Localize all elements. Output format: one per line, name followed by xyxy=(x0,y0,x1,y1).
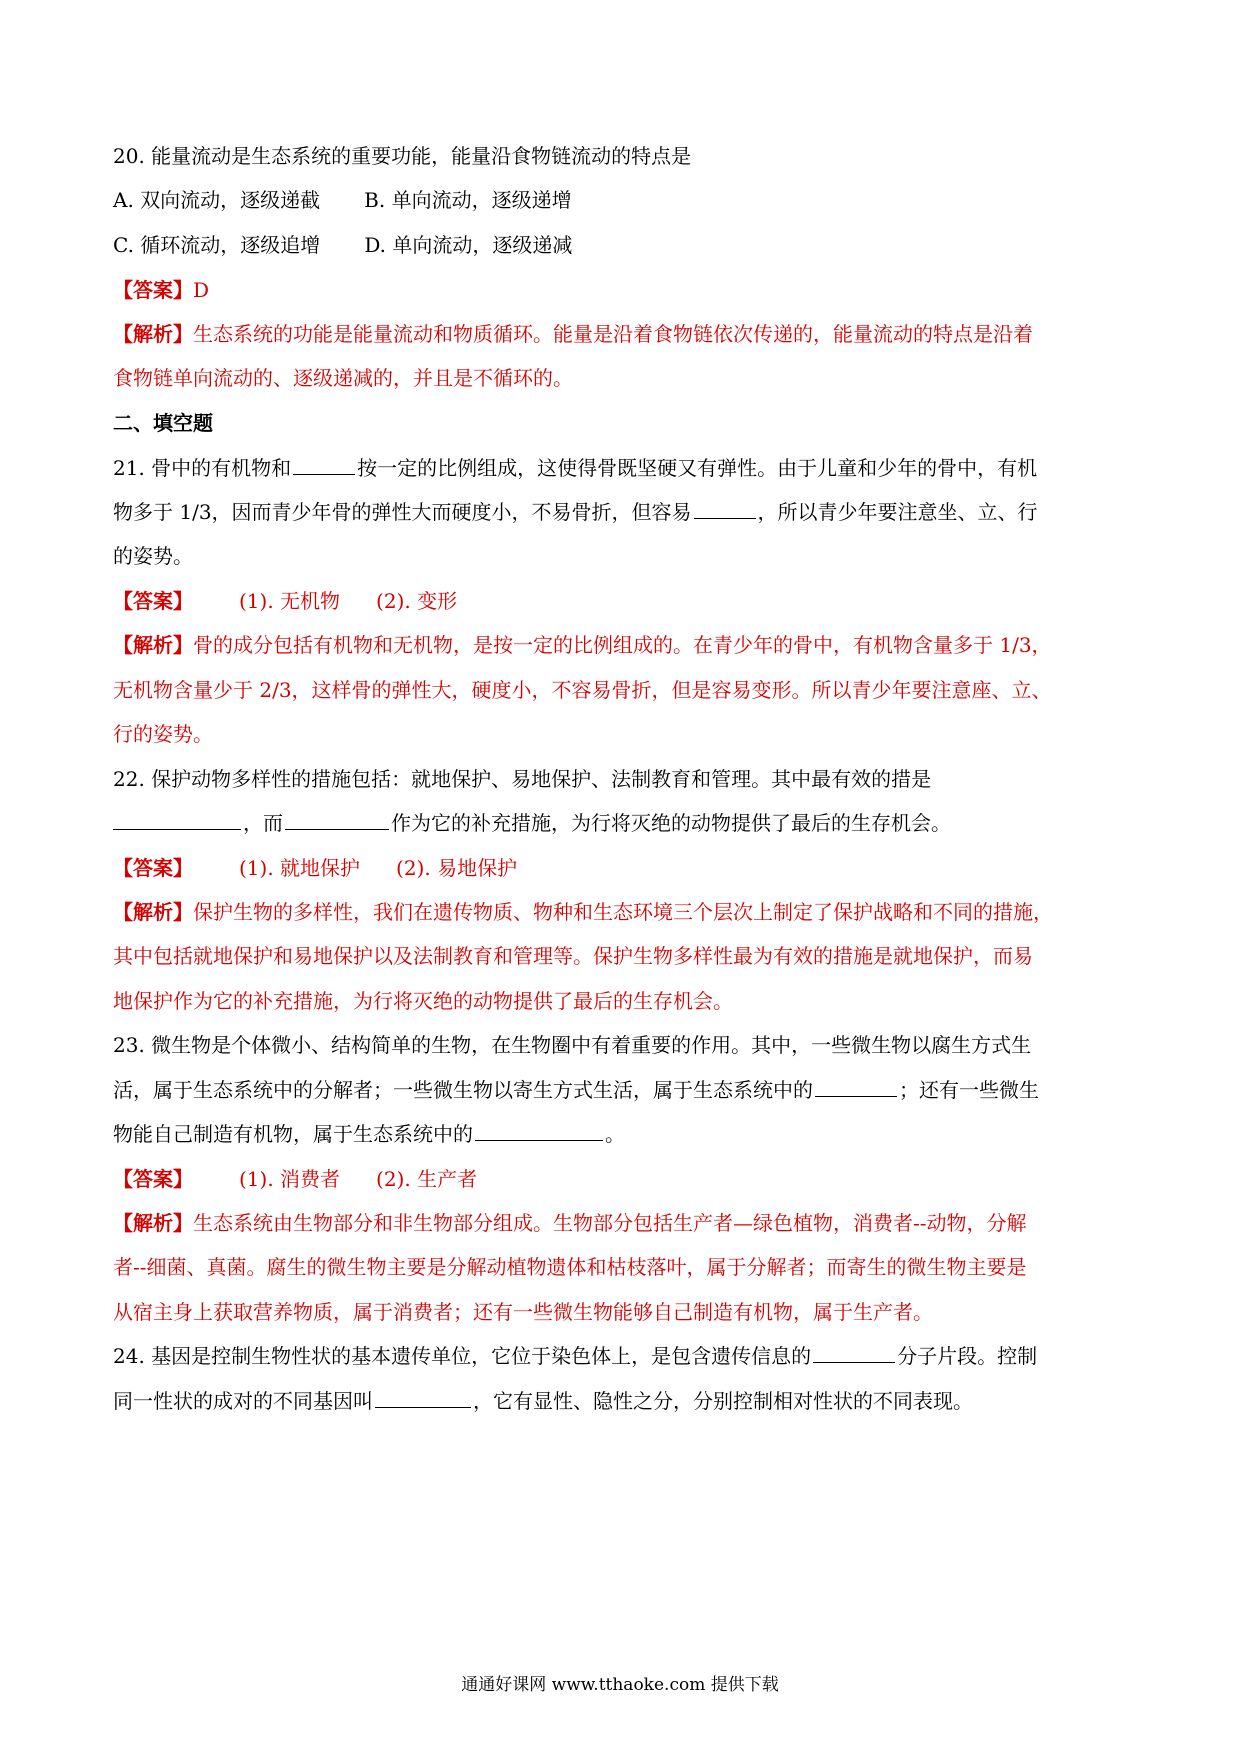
footer-source: 通通好课网 www.tthaoke.com 提供下载 xyxy=(461,1675,779,1695)
q23-answer xyxy=(113,1165,1133,1193)
fill-blank xyxy=(813,1342,895,1363)
q22-answer xyxy=(113,854,1133,882)
q20-stem: 20. 能量流动是生态系统的重要功能，能量沿食物链流动的特点是 xyxy=(113,144,692,168)
q23-analysis-line1 xyxy=(113,1209,1133,1237)
q23-analysis-line2: 者--细菌、真菌。腐生的微生物主要是分解动植物遗体和枯枝落叶，属于分解者；而寄生的微生物主要是 xyxy=(113,1255,1027,1279)
q20-option-c: C. 循环流动，逐级追增 xyxy=(113,233,321,257)
q21-analysis-line3: 行的姿势。 xyxy=(113,722,213,746)
fill-blank xyxy=(285,809,389,830)
answer-value: (1). 消费者 xyxy=(239,1167,341,1191)
q23-text: 。 xyxy=(605,1122,625,1146)
q22-text: 作为它的补充措施，为行将灭绝的动物提供了最后的生存机会。 xyxy=(391,811,951,835)
q22-line1: 22. 保护动物多样性的措施包括：就地保护、易地保护、法制教育和管理。其中最有效的措是 xyxy=(113,767,932,791)
q24-line2 xyxy=(113,1387,1133,1415)
q23-line2 xyxy=(113,1076,1133,1104)
q23-text: 物能自己制造有机物，属于生态系统中的 xyxy=(113,1122,473,1146)
q21-text: 物多于 1/3，因而青少年骨的弹性大而硬度小，不易骨折，但容易 xyxy=(113,500,692,524)
q23-text: ；还有一些微生 xyxy=(899,1078,1039,1102)
q22-analysis-line3: 地保护作为它的补充措施，为行将灭绝的动物提供了最后的生存机会。 xyxy=(113,989,733,1013)
q24-text: 同一性状的成对的不同基因叫 xyxy=(113,1389,373,1413)
answer-value: (2). 变形 xyxy=(376,589,458,613)
q23-line1: 23. 微生物是个体微小、结构简单的生物，在生物圈中有着重要的作用。其中，一些微生物以腐生方式生 xyxy=(113,1033,1032,1057)
q21-analysis-line1 xyxy=(113,631,1133,659)
q22-analysis-line2: 其中包括就地保护和易地保护以及法制教育和管理等。保护生物多样性最为有效的措施是就地保护，而易 xyxy=(113,944,1033,968)
fill-blank xyxy=(113,809,241,830)
answer-value: (2). 生产者 xyxy=(376,1167,478,1191)
q21-line1 xyxy=(113,454,1133,482)
q24-text: ，它有显性、隐性之分，分别控制相对性状的不同表现。 xyxy=(473,1389,973,1413)
analysis-label: 【解析】 xyxy=(113,900,193,924)
answer-value: (2). 易地保护 xyxy=(396,856,518,880)
q22-text: ，而 xyxy=(243,811,283,835)
q21-line2 xyxy=(113,498,1133,526)
q20-answer xyxy=(113,276,1133,304)
q21-text: ，所以青少年要注意坐、立、行 xyxy=(757,500,1038,524)
fill-blank xyxy=(293,454,355,475)
answer-label: 【答案】 xyxy=(113,856,193,880)
q24-text: 24. 基因是控制生物性状的基本遗传单位，它位于染色体上，是包含遗传信息的 xyxy=(113,1344,812,1368)
q20-options-row1 xyxy=(113,186,1133,214)
q23-text: 活，属于生态系统中的分解者；一些微生物以寄生方式生活，属于生态系统中的 xyxy=(113,1078,813,1102)
answer-label: 【答案】 xyxy=(113,278,193,302)
q23-line3 xyxy=(113,1120,1133,1148)
analysis-text: 保护生物的多样性，我们在遗传物质、物种和生态环境三个层次上制定了保护战略和不同的措施， xyxy=(193,900,1053,924)
section-title: 二、填空题 xyxy=(113,411,213,435)
q20-analysis-line2: 食物链单向流动的、逐级递减的，并且是不循环的。 xyxy=(113,366,573,390)
answer-value: (1). 无机物 xyxy=(239,589,341,613)
q21-analysis-line2: 无机物含量少于 2/3，这样骨的弹性大，硬度小，不容易骨折，但是容易变形。所以青少年要注意座、立、 xyxy=(113,678,1052,702)
fill-blank xyxy=(694,498,756,519)
answer-label: 【答案】 xyxy=(113,589,193,613)
answer-value: D xyxy=(193,278,210,302)
fill-blank xyxy=(815,1076,897,1097)
q24-line1 xyxy=(113,1342,1133,1370)
answer-value: (1). 就地保护 xyxy=(239,856,361,880)
q22-analysis-line1 xyxy=(113,898,1133,926)
q21-text: 21. 骨中的有机物和 xyxy=(113,456,292,480)
q20-option-b: B. 单向流动，逐级递增 xyxy=(364,188,572,212)
analysis-text: 生态系统由生物部分和非生物部分组成。生物部分包括生产者—绿色植物，消费者--动物，分解 xyxy=(193,1211,1027,1235)
q22-line2 xyxy=(113,809,1133,837)
analysis-label: 【解析】 xyxy=(113,633,193,657)
q20-option-d: D. 单向流动，逐级递减 xyxy=(364,233,573,257)
q21-answer xyxy=(113,587,1133,615)
q20-analysis-line1 xyxy=(113,320,1133,348)
q20-option-a: A. 双向流动，逐级递截 xyxy=(113,188,321,212)
fill-blank xyxy=(475,1120,603,1141)
q21-line3: 的姿势。 xyxy=(113,544,193,568)
answer-label: 【答案】 xyxy=(113,1167,193,1191)
analysis-text: 生态系统的功能是能量流动和物质循环。能量是沿着食物链依次传递的，能量流动的特点是沿着 xyxy=(193,322,1033,346)
q21-text: 按一定的比例组成，这使得骨既坚硬又有弹性。由于儿童和少年的骨中，有机 xyxy=(357,456,1038,480)
analysis-label: 【解析】 xyxy=(113,1211,193,1235)
q20-options-row2 xyxy=(113,231,1133,259)
q24-text: 分子片段。控制 xyxy=(897,1344,1038,1368)
q23-analysis-line3: 从宿主身上获取营养物质，属于消费者；还有一些微生物能够自己制造有机物，属于生产者。 xyxy=(113,1300,933,1324)
fill-blank xyxy=(375,1387,471,1408)
analysis-label: 【解析】 xyxy=(113,322,193,346)
analysis-text: 骨的成分包括有机物和无机物，是按一定的比例组成的。在青少年的骨中，有机物含量多于 1/3， xyxy=(193,633,1052,657)
